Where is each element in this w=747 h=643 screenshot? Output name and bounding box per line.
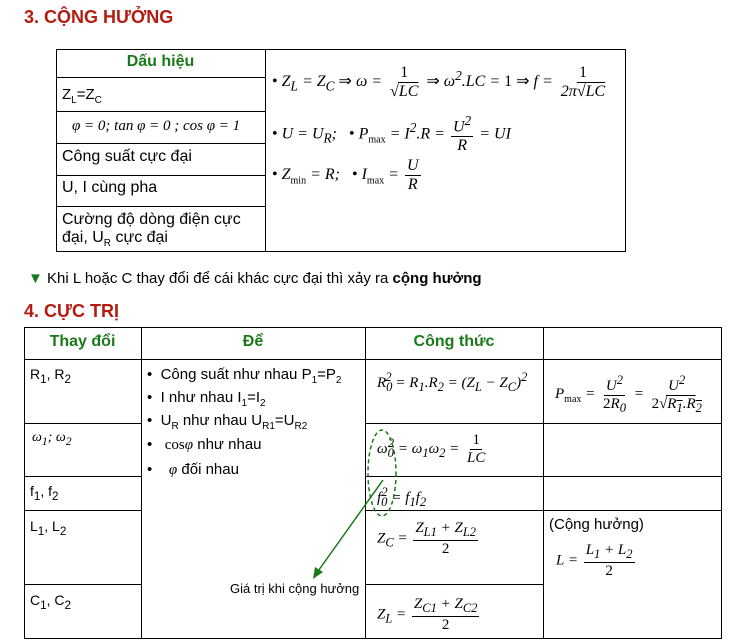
cond-same-current: • I như nhau $I_1=I_2$ xyxy=(147,389,266,409)
cond-same-ur: • $U_R$ như nhau $U_{R1}=U_{R2}$ xyxy=(147,412,308,432)
cond-opposite-phi: • φ đối nhau xyxy=(147,461,239,478)
formula-power-max: • $U = U_R$; • $P_{max} = I^2.R$ = $\frac{U^2}{R}$ = UI xyxy=(272,113,511,154)
cond-same-power: • Công suất như nhau $P_1=P_2$ xyxy=(147,366,342,386)
header-condition: Để xyxy=(242,333,264,350)
header-change: Thay đổi xyxy=(49,333,116,350)
formula-pmax: $P_{max}$ = $\frac{U^2}{2R_0}$ = $\frac{U^2}{2√R_1.R_2}$ xyxy=(555,373,702,415)
header-formula: Công thức xyxy=(413,333,495,350)
cond-same-cos: • cosφ như nhau xyxy=(147,436,262,453)
change-c1-c2: $C_1$, $C_2$ xyxy=(30,592,71,612)
highlight-ellipse xyxy=(368,430,396,516)
formula-current-max: • $Z_{min} = R$; • $I_{max}$ = $\frac{U}{R}$ xyxy=(272,157,419,193)
sign-zl-zc: $Z_L=Z_C$ xyxy=(62,86,102,106)
section-4-title: 4. CỰC TRỊ xyxy=(24,301,119,321)
formula-zc: $Z_C$ = $\frac{Z_{L1} + Z_{L2}}{2}$ xyxy=(377,520,477,557)
signs-header: Dấu hiệu xyxy=(126,53,195,70)
change-r1-r2: $R_1$, $R_2$ xyxy=(30,366,71,386)
change-l1-l2: $L_1$, $L_2$ xyxy=(30,518,67,538)
change-f1-f2: $f_1$, $f_2$ xyxy=(30,483,59,503)
formula-resonance-frequency: • $Z_L = Z_C$ ⇒ ω = $\frac{1}{√LC}$ ⇒ $\omega^2.LC = 1$ ⇒ f = $\frac{1}{2\pi√LC}$ xyxy=(272,64,606,100)
change-omega: $\omega_1$; $\omega_2$ xyxy=(32,430,72,448)
section-3-title: 3. CỘNG HƯỞNG xyxy=(24,7,174,27)
sign-in-phase: U, I cùng pha xyxy=(62,179,158,196)
formula-l-resonance: L = $\frac{L_1 + L_2}{2}$ xyxy=(556,542,633,579)
formula-f0: $f_0^2 = f_1f_2$ xyxy=(377,485,427,509)
formula-omega0: $\omega_0^2 = \omega_1\omega_2$ = $\frac{1}{LC}$ xyxy=(377,432,486,466)
formula-zl: $Z_L$ = $\frac{Z_{C1} + Z_{C2}}{2}$ xyxy=(377,596,478,633)
sign-max-current: Cường độ dòng điện cực đại, $U_R$ cực đại xyxy=(62,211,241,250)
sign-phase-zero: φ = 0; tan φ = 0 ; cos φ = 1 xyxy=(72,118,241,134)
formula-r0: $R_0^2 = R_1.R_2 = (Z_L - Z_C)^2$ xyxy=(377,370,528,394)
arrow-head xyxy=(313,567,323,579)
resonance-note: ▼ Khi L hoặc C thay đổi để cái khác cực đại thì xảy ra cộng hưởng xyxy=(28,270,482,287)
sign-max-power: Công suất cực đại xyxy=(62,148,192,165)
annotation-arrow xyxy=(316,480,383,574)
resonance-label: (Cộng hưởng) xyxy=(549,516,644,533)
annotation-text: Giá trị khi cộng hưởng xyxy=(230,581,360,596)
